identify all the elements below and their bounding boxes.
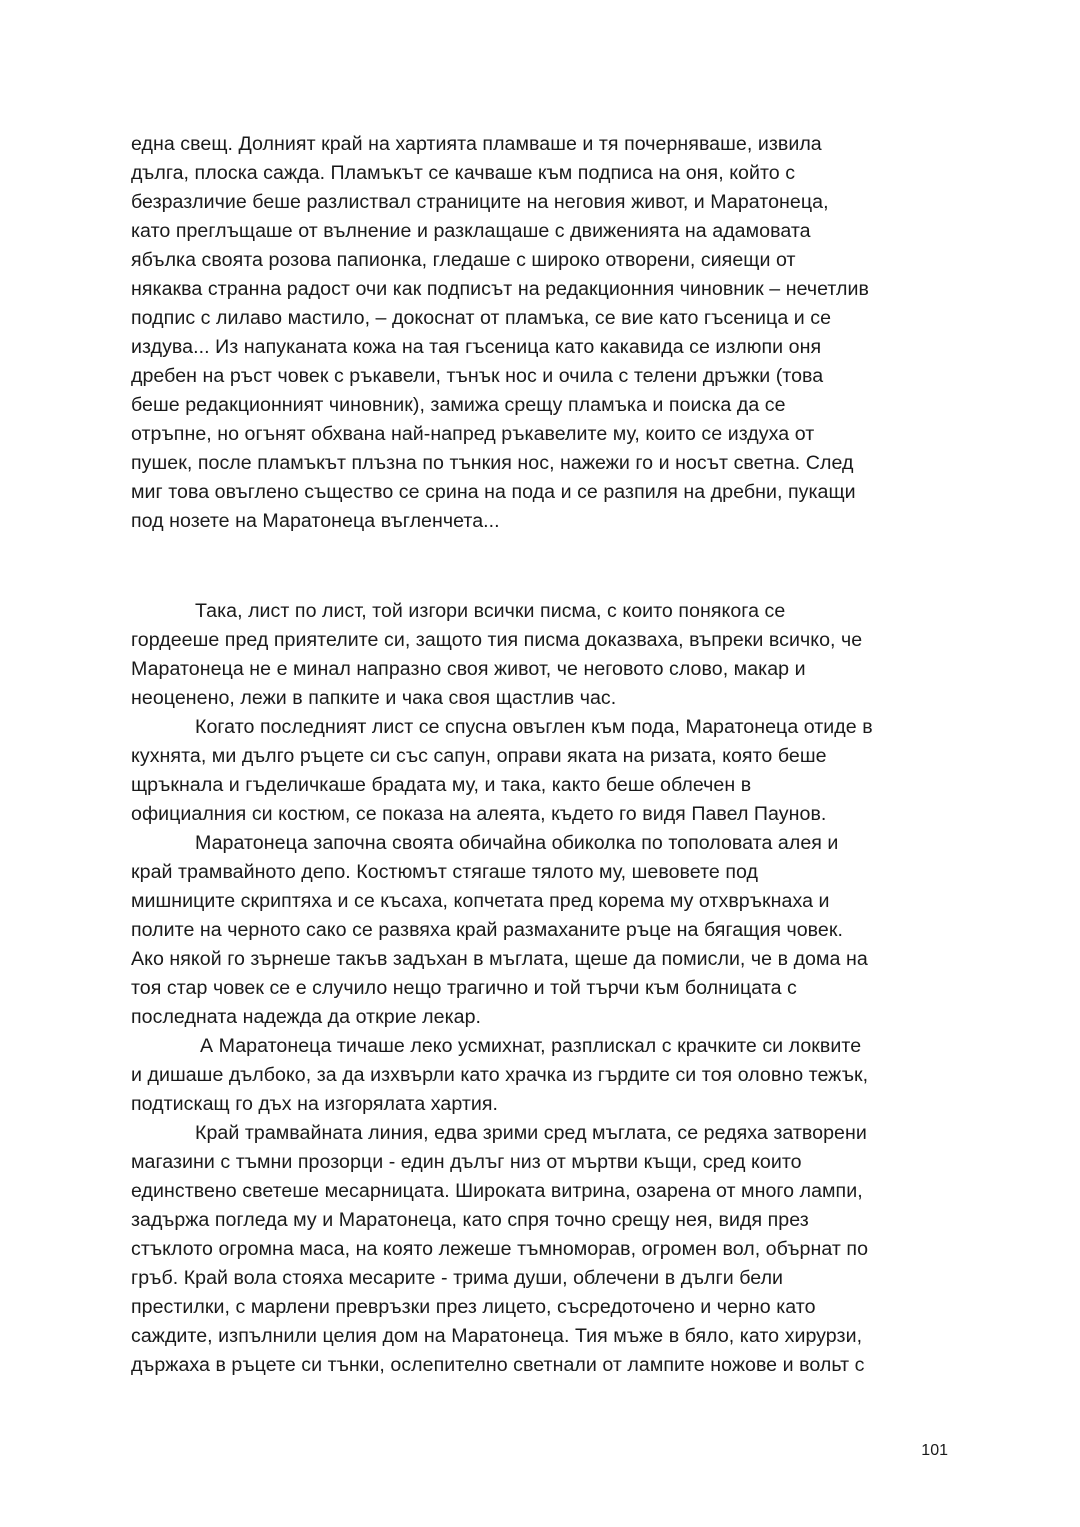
text-line: щръкнала и гъделичкаше брадата му, и така, както беше облечен в	[131, 774, 752, 796]
paragraph-first-line: Маратонеца започна своята обичайна обиколка по тополовата алея и	[195, 832, 839, 854]
text-line: безразличие беше разлиствал страниците на неговия живот, и Маратонеца,	[131, 191, 829, 213]
text-line: под нозете на Маратонеца въгленчета...	[131, 510, 500, 532]
text-line: една свещ. Долният край на хартията пламваше и тя почерняваше, извила	[131, 133, 822, 155]
text-line: отръпне, но огънят обхвана най-напред ръкавелите му, които се издуха от	[131, 423, 815, 445]
page-number: 101	[921, 1442, 948, 1459]
text-line: ябълка своята розова папионка, гледаше с широко отворени, сияещи от	[131, 249, 796, 271]
text-line: дребен на ръст човек с ръкавели, тънък нос и очила с телени дръжки (това	[131, 365, 824, 387]
text-line: гордееше пред приятелите си, защото тия писма доказваха, въпреки всичко, че	[131, 629, 863, 651]
text-line: Ако някой го зърнеше такъв задъхан в мъглата, щеше да помисли, че в дома на	[131, 948, 868, 970]
text-line: като преглъщаше от вълнение и разклащаше с движенията на адамовата	[131, 220, 811, 242]
text-line: Маратонеца не е минал напразно своя живот, че неговото слово, макар и	[131, 658, 806, 680]
text-line: саждите, изпълнили целия дом на Маратонеца. Тия мъже в бяло, като хирурзи,	[131, 1325, 863, 1347]
body-text	[131, 597, 961, 1380]
text-line: и дишаше дълбоко, за да изхвърли като храчка из гърдите си тоя оловно тежък,	[131, 1064, 869, 1086]
text-line: беше редакционният чиновник), замижа срещу пламъка и поиска да се	[131, 394, 786, 416]
text-line: мишниците скриптяха и се късаха, копчетата пред корема му отхвръкнаха и	[131, 890, 830, 912]
text-line: държаха в ръцете си тънки, ослепително светнали от лампите ножове и вольт с	[131, 1354, 865, 1376]
paragraph-first-line: Когато последният лист се спусна овъглен към пода, Маратонеца отиде в	[195, 716, 873, 738]
text-line: последната надежда да открие лекар.	[131, 1006, 482, 1028]
text-line: единствено светеше месарницата. Широката витрина, озарена от много лампи,	[131, 1180, 863, 1202]
text-line: край трамвайното депо. Костюмът стягаше тялото му, шевовете под	[131, 861, 758, 883]
text-line: полите на черното сако се развяха край размаханите ръце на бягащия човек.	[131, 919, 843, 941]
paragraph-continuation	[131, 130, 961, 536]
text-line: подпис с лилаво мастило, – докоснат от пламъка, се вие като гъсеница и се	[131, 307, 832, 329]
text-line: неоценено, лежи в папките и чака своя щастлив час.	[131, 687, 617, 709]
paragraph-first-line: Така, лист по лист, той изгори всички писма, с които понякога се	[195, 600, 786, 622]
text-line: кухнята, ми дълго ръцете си със сапун, оправи яката на ризата, която беше	[131, 745, 827, 767]
text-line: подтискащ го дъх на изгорялата хартия.	[131, 1093, 499, 1115]
text-line: тоя стар човек се е случило нещо трагично и той търчи към болницата с	[131, 977, 797, 999]
paragraph-first-line: Край трамвайната линия, едва зрими сред мъглата, се редяха затворени	[195, 1122, 867, 1144]
text-line: миг това овъглено същество се срина на пода и се разпиля на дребни, пукащи	[131, 481, 856, 503]
text-line: стъклото огромна маса, на която лежеше тъмноморав, огромен вол, обърнат по	[131, 1238, 869, 1260]
text-line: издува... Из напуканата кожа на тая гъсеница като какавида се излюпи оня	[131, 336, 822, 358]
text-line: престилки, с марлени превръзки през лицето, съсредоточено и черно като	[131, 1296, 816, 1318]
text-line: задържа погледа му и Маратонеца, като спря точно срещу нея, видя през	[131, 1209, 809, 1231]
text-line: пушек, после пламъкът плъзна по тънкия нос, нажежи го и носът светна. След	[131, 452, 854, 474]
text-line: официалния си костюм, се показа на алеята, където го видя Павел Паунов.	[131, 803, 827, 825]
text-line: магазини с тъмни прозорци - един дълъг низ от мъртви къщи, сред които	[131, 1151, 802, 1173]
text-line: дълга, плоска сажда. Пламъкът се качваше към подписа на оня, който с	[131, 162, 796, 184]
text-line: някаква странна радост очи как подписът на редакционния чиновник – нечетлив	[131, 278, 869, 300]
paragraph-first-line: А Маратонеца тичаше леко усмихнат, разплискал с крачките си локвите	[200, 1035, 862, 1057]
text-line: гръб. Край вола стояха месарите - трима души, облечени в дълги бели	[131, 1267, 784, 1289]
